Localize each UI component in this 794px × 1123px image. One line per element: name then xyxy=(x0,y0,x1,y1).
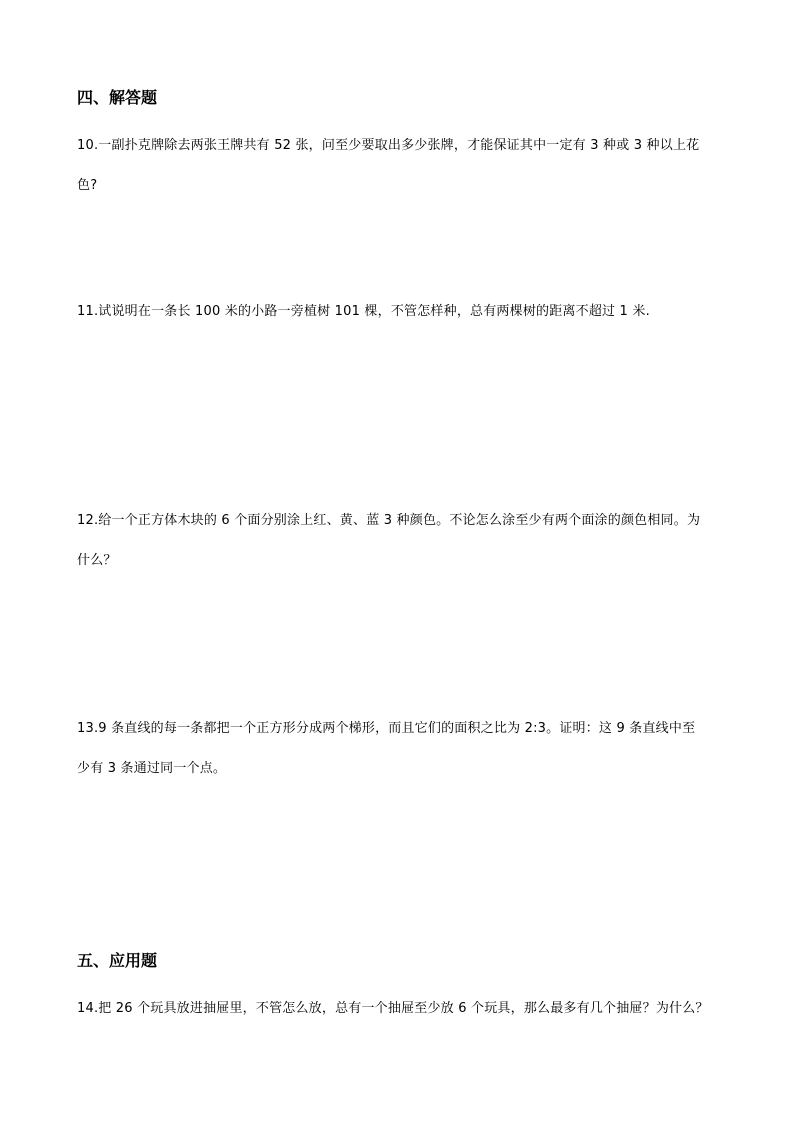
question-10-line-2: 色? xyxy=(77,178,98,193)
question-14-line-1: 14.把 26 个玩具放进抽屉里，不管怎么放，总有一个抽屉至少放 6 个玩具，那么最多有几个抽屉？为什么？ xyxy=(77,1001,709,1016)
question-13-line-2: 少有 3 条通过同一个点。 xyxy=(77,761,227,776)
question-13-line-1: 13.9 条直线的每一条都把一个正方形分成两个梯形，而且它们的面积之比为 2:3。证明：这 9 条直线中至 xyxy=(77,721,696,736)
section-title-application: 五、应用题 xyxy=(77,951,158,970)
question-12 xyxy=(77,501,717,581)
question-14 xyxy=(77,989,717,1029)
question-11-line-1: 11.试说明在一条长 100 米的小路一旁植树 101 棵，不管怎样种，总有两棵树的距离不超过 1 米. xyxy=(77,304,650,319)
question-11 xyxy=(77,292,717,332)
question-12-line-2: 什么？ xyxy=(77,553,117,568)
question-10 xyxy=(77,126,717,206)
question-13 xyxy=(77,709,717,789)
question-12-line-1: 12.给一个正方体木块的 6 个面分别涂上红、黄、蓝 3 种颜色。不论怎么涂至少有两个面涂的颜色相同。为 xyxy=(77,513,701,528)
section-title-answer: 四、解答题 xyxy=(77,88,158,107)
question-10-line-1: 10.一副扑克牌除去两张王牌共有 52 张，问至少要取出多少张牌，才能保证其中一定有 3 种或 3 种以上花 xyxy=(77,138,700,153)
